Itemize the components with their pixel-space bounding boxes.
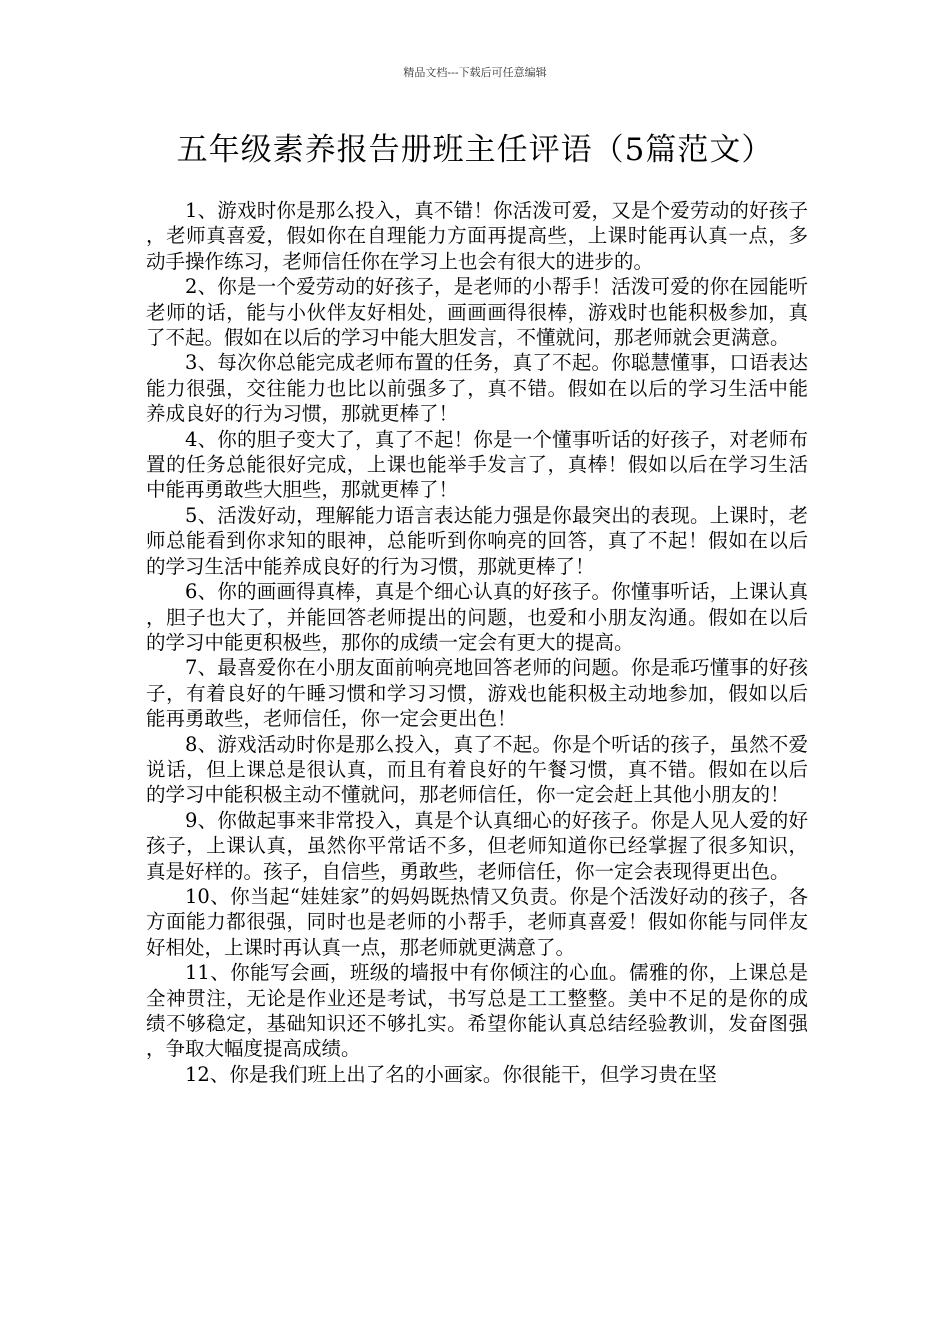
paragraph-11: 11、你能写会画，班级的墙报中有你倾注的心血。儒雅的你，上课总是全神贯注，无论是作业还是考试，书写总是工工整整。美中不足的是你的成绩不够稳定，基础知识还不够扎实。希望你能认真总结经验教训，发奋图强，争取大幅度提高成绩。 bbox=[146, 961, 808, 1061]
header-note: 精品文档---下载后可任意编辑 bbox=[403, 66, 547, 79]
paragraph-1: 1、游戏时你是那么投入，真不错！你活泼可爱，又是个爱劳动的好孩子，老师真喜爱，假如你在自理能力方面再提高些，上课时能再认真一点，多动手操作练习，老师信任你在学习上也会有很大的进步的。 bbox=[146, 199, 808, 273]
document-body bbox=[146, 198, 808, 1087]
paragraph-5: 5、活泼好动，理解能力语言表达能力强是你最突出的表现。上课时，老师总能看到你求知的眼神，总能听到你响亮的回答，真了不起！假如在以后的学习生活中能养成良好的行为习惯，那就更棒了！ bbox=[146, 503, 808, 578]
paragraph-7: 7、最喜爱你在小朋友面前响亮地回答老师的问题。你是乖巧懂事的好孩子，有着良好的午睡习惯和学习习惯，游戏也能积极主动地参加，假如以后能再勇敢些，老师信任，你一定会更出色！ bbox=[146, 656, 808, 731]
paragraph-3: 3、每次你总能完成老师布置的任务，真了不起。你聪慧懂事，口语表达能力很强，交往能力也比以前强多了，真不错。假如在以后的学习生活中能养成良好的行为习惯，那就更棒了！ bbox=[146, 351, 808, 426]
paragraph-6: 6、你的画画得真棒，真是个细心认真的好孩子。你懂事听话，上课认真，胆子也大了，并能回答老师提出的问题，也爱和小朋友沟通。假如在以后的学习中能更积极些，那你的成绩一定会有更大的提高。 bbox=[146, 580, 808, 654]
paragraph-12: 12、你是我们班上出了名的小画家。你很能干，但学习贵在坚 bbox=[185, 1062, 717, 1086]
paragraph-2: 2、你是一个爱劳动的好孩子，是老师的小帮手！活泼可爱的你在园能听老师的话，能与小伙伴友好相处，画画画得很棒，游戏时也能积极参加，真了不起。假如在以后的学习中能大胆发言，不懂就问，那老师就会更满意。 bbox=[146, 275, 808, 350]
paragraph-4: 4、你的胆子变大了，真了不起！你是一个懂事听话的好孩子，对老师布置的任务总能很好完成，上课也能举手发言了，真棒！假如以后在学习生活中能再勇敢些大胆些，那就更棒了！ bbox=[146, 427, 808, 502]
paragraph-9: 9、你做起事来非常投入，真是个认真细心的好孩子。你是人见人爱的好孩子，上课认真，虽然你平常话不多，但老师知道你已经掌握了很多知识，真是好样的。孩子，自信些，勇敢些，老师信任，你一定会表现得更出色。 bbox=[146, 808, 808, 883]
document-title: 五年级素养报告册班主任评语（5篇范文） bbox=[176, 132, 774, 168]
paragraph-10: 10、你当起“娃娃家”的妈妈既热情又负责。你是个活泼好动的孩子，各方面能力都很强，同时也是老师的小帮手，老师真喜爱！假如你能与同伴友好相处，上课时再认真一点，那老师就更满意了。 bbox=[146, 884, 808, 959]
paragraph-8: 8、游戏活动时你是那么投入，真了不起。你是个听话的孩子，虽然不爱说话，但上课总是很认真，而且有着良好的午餐习惯，真不错。假如在以后的学习中能积极主动不懂就问，那老师信任，你一定会赶上其他小朋友的！ bbox=[146, 732, 808, 807]
